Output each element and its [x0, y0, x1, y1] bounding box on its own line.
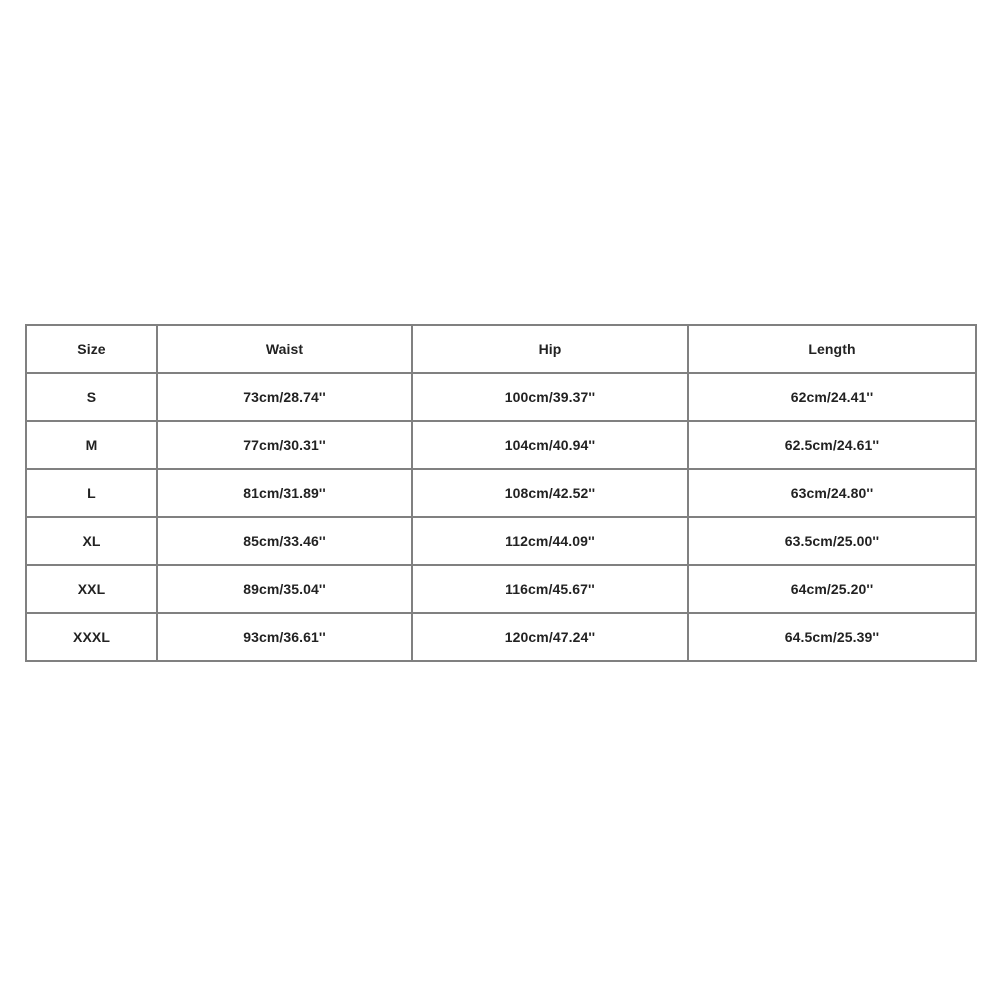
table-row	[26, 613, 976, 661]
cell-waist: 89cm/35.04''	[157, 565, 412, 613]
size-chart-table	[25, 324, 977, 662]
cell-length: 63.5cm/25.00''	[688, 517, 976, 565]
cell-waist: 93cm/36.61''	[157, 613, 412, 661]
cell-hip: 116cm/45.67''	[412, 565, 688, 613]
table-row	[26, 565, 976, 613]
table-row	[26, 373, 976, 421]
cell-waist: 85cm/33.46''	[157, 517, 412, 565]
cell-hip: 120cm/47.24''	[412, 613, 688, 661]
cell-size: M	[26, 421, 157, 469]
cell-size: S	[26, 373, 157, 421]
cell-hip: 100cm/39.37''	[412, 373, 688, 421]
cell-hip: 104cm/40.94''	[412, 421, 688, 469]
cell-length: 62cm/24.41''	[688, 373, 976, 421]
header-waist: Waist	[157, 325, 412, 373]
cell-size: L	[26, 469, 157, 517]
table-row	[26, 517, 976, 565]
cell-waist: 77cm/30.31''	[157, 421, 412, 469]
cell-waist: 81cm/31.89''	[157, 469, 412, 517]
cell-size: XL	[26, 517, 157, 565]
cell-size: XXXL	[26, 613, 157, 661]
header-size: Size	[26, 325, 157, 373]
table-row	[26, 469, 976, 517]
cell-size: XXL	[26, 565, 157, 613]
header-hip: Hip	[412, 325, 688, 373]
header-length: Length	[688, 325, 976, 373]
cell-length: 62.5cm/24.61''	[688, 421, 976, 469]
cell-length: 64.5cm/25.39''	[688, 613, 976, 661]
table-row	[26, 421, 976, 469]
cell-hip: 112cm/44.09''	[412, 517, 688, 565]
table-header-row	[26, 325, 976, 373]
cell-length: 64cm/25.20''	[688, 565, 976, 613]
cell-hip: 108cm/42.52''	[412, 469, 688, 517]
cell-waist: 73cm/28.74''	[157, 373, 412, 421]
cell-length: 63cm/24.80''	[688, 469, 976, 517]
